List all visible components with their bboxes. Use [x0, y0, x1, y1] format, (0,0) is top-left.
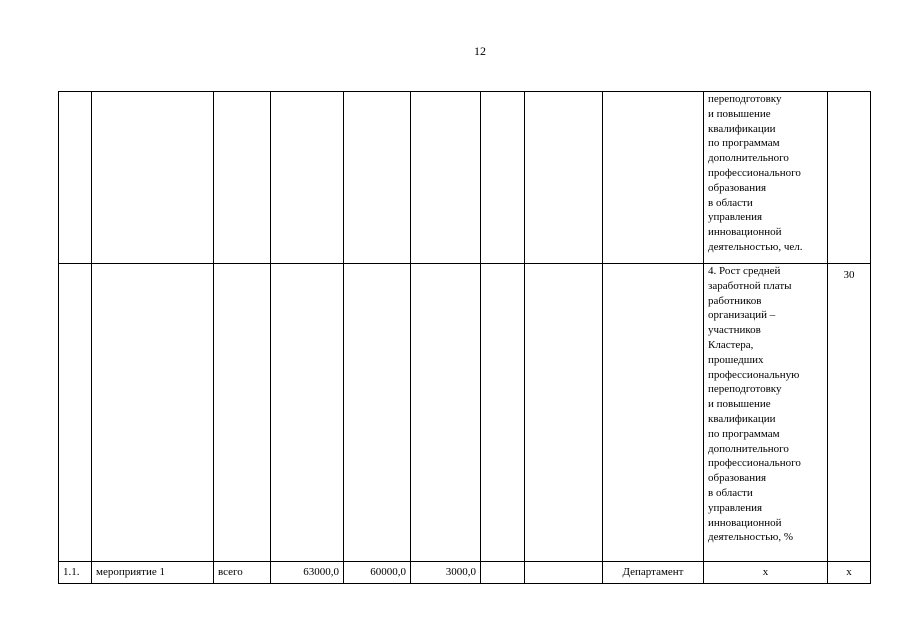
cell-col7	[481, 264, 525, 562]
cell-source: всего	[214, 562, 271, 584]
indicator-line: прошедших	[708, 353, 764, 366]
cell-total	[271, 92, 344, 264]
indicator-line: деятельностью, чел.	[708, 240, 803, 253]
cell-col8	[525, 562, 603, 584]
cell-num: 1.1.	[59, 562, 92, 584]
cell-col7	[481, 562, 525, 584]
indicator-line: дополнительного	[708, 152, 789, 165]
indicator-line: управления	[708, 501, 763, 514]
cell-col5	[344, 264, 411, 562]
table-row-indicator-3	[59, 92, 871, 264]
indicator-line: переподготовку	[708, 383, 782, 396]
indicator-line: образования	[708, 181, 767, 194]
indicator-line: профессионального	[708, 166, 801, 179]
cell-col5	[344, 92, 411, 264]
indicator-line: профессионального	[708, 457, 801, 470]
cell-total: 63000,0	[271, 562, 344, 584]
table-row-indicator-4	[59, 264, 871, 562]
cell-num	[59, 92, 92, 264]
cell-name: мероприятие 1	[92, 562, 214, 584]
indicator-line: и повышение	[708, 107, 771, 120]
indicator-line: в области	[708, 196, 753, 209]
cell-executor	[603, 92, 704, 264]
indicator-line: инновационной	[708, 226, 782, 239]
table-row-activity	[59, 562, 871, 584]
indicator-line: заработной платы	[708, 279, 792, 292]
cell-value-4: 30	[828, 264, 871, 562]
cell-source	[214, 92, 271, 264]
indicator-line: по программам	[708, 427, 780, 440]
cell-col6	[411, 264, 481, 562]
cell-col6: 3000,0	[411, 562, 481, 584]
indicator-line: участников	[708, 324, 761, 337]
indicator-line: работников	[708, 294, 762, 307]
cell-total	[271, 264, 344, 562]
cell-executor	[603, 264, 704, 562]
cell-col8	[525, 92, 603, 264]
indicator-line: квалификации	[708, 122, 776, 135]
cell-num	[59, 264, 92, 562]
indicator-line: дополнительного	[708, 442, 789, 455]
indicator-line: переподготовку	[708, 93, 782, 105]
cell-indicator-4	[704, 264, 828, 562]
cell-value-3	[828, 92, 871, 264]
cell-col6	[411, 92, 481, 264]
indicator-line: Кластера,	[708, 338, 754, 351]
cell-name	[92, 92, 214, 264]
cell-indicator-3	[704, 92, 828, 264]
cell-executor: Департамент	[603, 562, 704, 584]
indicator-line: квалификации	[708, 412, 776, 425]
cell-source	[214, 264, 271, 562]
indicator-line: и повышение	[708, 398, 771, 411]
indicator-line: в области	[708, 486, 753, 499]
cell-name	[92, 264, 214, 562]
cell-col7	[481, 92, 525, 264]
cell-value: х	[828, 562, 871, 584]
activities-table	[58, 91, 871, 584]
cell-indicator: х	[704, 562, 828, 584]
cell-col5: 60000,0	[344, 562, 411, 584]
indicator-line: образования	[708, 472, 767, 485]
page-number: 12	[474, 44, 486, 58]
indicator-line: 4. Рост средней	[708, 265, 781, 277]
indicator-line: по программам	[708, 137, 780, 150]
cell-col8	[525, 264, 603, 562]
indicator-line: организаций –	[708, 309, 776, 322]
indicator-line: деятельностью, %	[708, 531, 793, 544]
indicator-line: управления	[708, 211, 763, 224]
indicator-line: инновационной	[708, 516, 782, 529]
indicator-line: профессиональную	[708, 368, 800, 381]
